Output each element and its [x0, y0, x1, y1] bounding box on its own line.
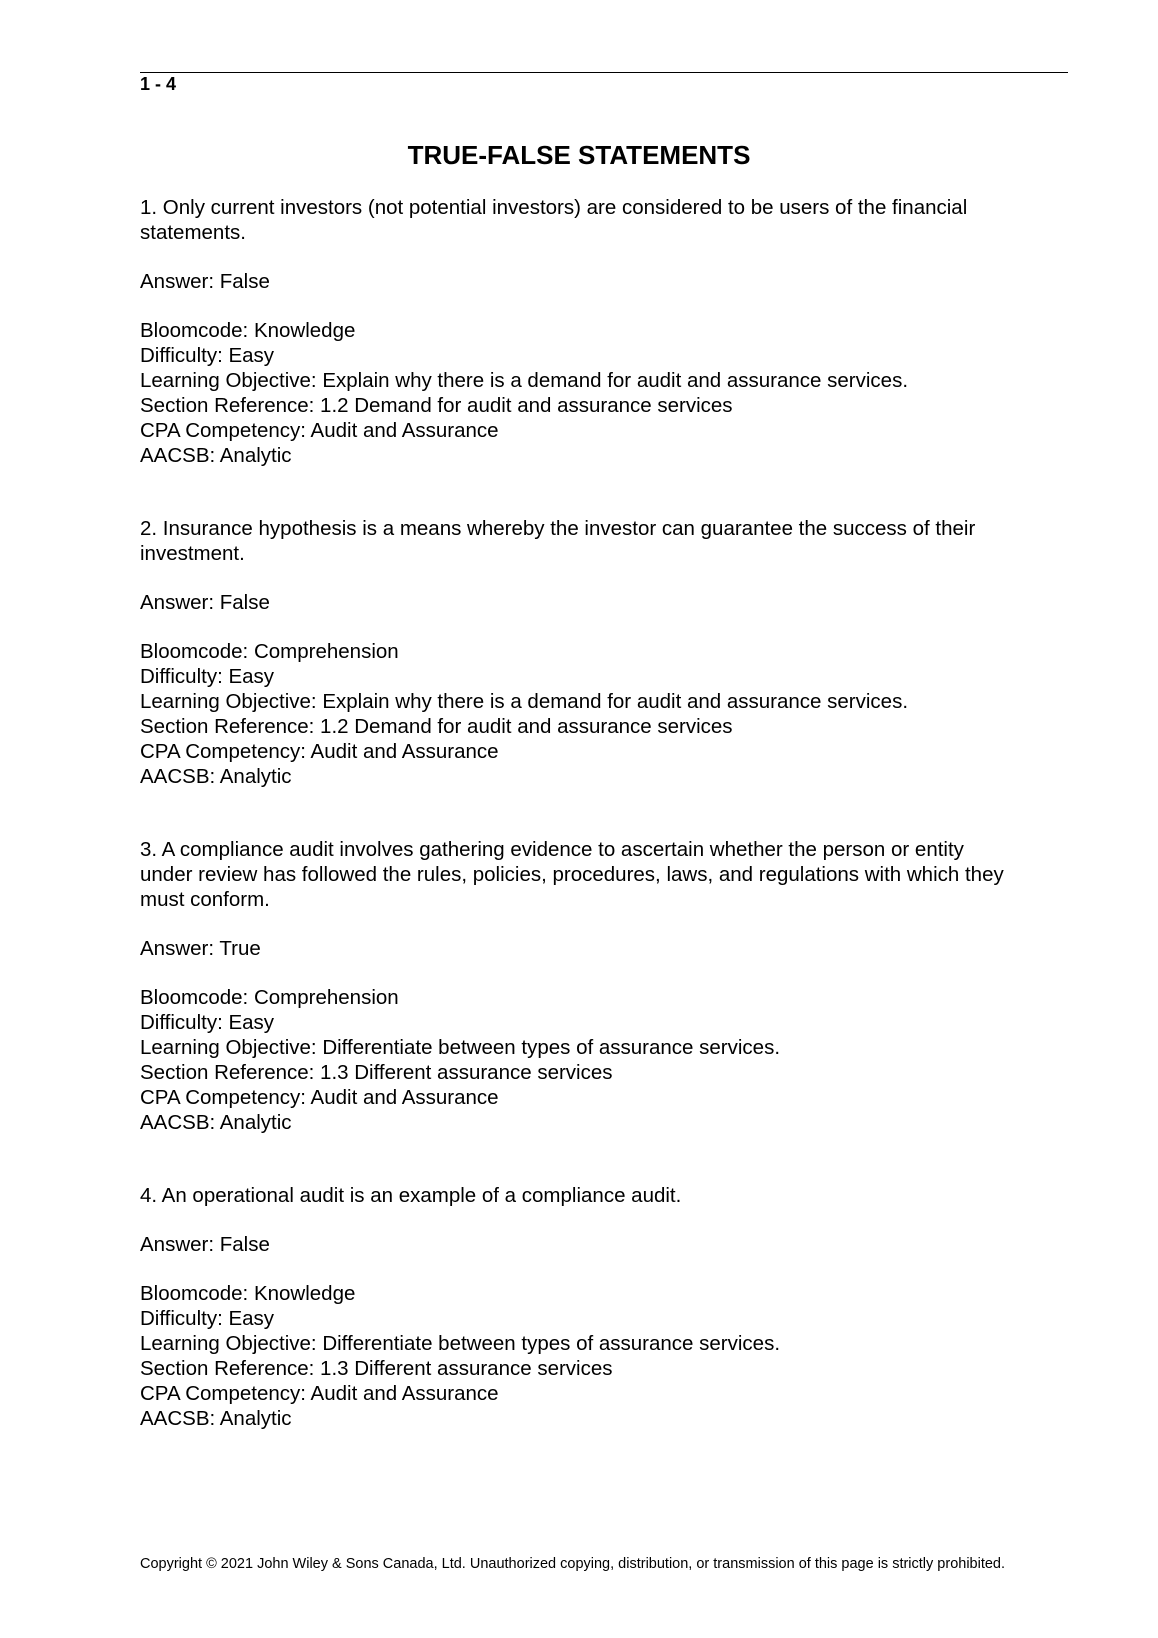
learning-objective: Learning Objective: Explain why there is a demand for audit and assurance services.	[140, 369, 909, 392]
answer: Answer: False	[140, 270, 270, 293]
answer: Answer: True	[140, 937, 261, 960]
aacsb: AACSB: Analytic	[140, 444, 292, 467]
cpa-competency: CPA Competency: Audit and Assurance	[140, 740, 499, 763]
question-2	[140, 516, 1020, 789]
learning-objective: Learning Objective: Differentiate between types of assurance services.	[140, 1332, 781, 1355]
difficulty: Difficulty: Easy	[140, 1011, 275, 1034]
question-metadata	[140, 1281, 1020, 1431]
question-text: 1. Only current investors (not potential investors) are considered to be users of the financial statements.	[140, 196, 968, 244]
question-list	[140, 195, 1020, 1431]
question-text: 2. Insurance hypothesis is a means whereby the investor can guarantee the success of their investment.	[140, 517, 976, 565]
cpa-competency: CPA Competency: Audit and Assurance	[140, 1086, 499, 1109]
question-metadata	[140, 985, 1020, 1135]
cpa-competency: CPA Competency: Audit and Assurance	[140, 1382, 499, 1405]
section-reference: Section Reference: 1.2 Demand for audit and assurance services	[140, 715, 733, 738]
question-1	[140, 195, 1020, 468]
bloomcode: Bloomcode: Knowledge	[140, 319, 356, 342]
bloomcode: Bloomcode: Comprehension	[140, 640, 399, 663]
section-reference: Section Reference: 1.2 Demand for audit and assurance services	[140, 394, 733, 417]
question-text: 4. An operational audit is an example of a compliance audit.	[140, 1184, 682, 1207]
aacsb: AACSB: Analytic	[140, 1111, 292, 1134]
answer: Answer: False	[140, 591, 270, 614]
bloomcode: Bloomcode: Comprehension	[140, 986, 399, 1009]
copyright-footer: Copyright © 2021 John Wiley & Sons Canada, Ltd. Unauthorized copying, distribution, or transmission of this page is strictly prohibited.	[140, 1556, 1006, 1572]
section-reference: Section Reference: 1.3 Different assurance services	[140, 1061, 613, 1084]
difficulty: Difficulty: Easy	[140, 344, 275, 367]
aacsb: AACSB: Analytic	[140, 1407, 292, 1430]
question-metadata	[140, 639, 1020, 789]
answer: Answer: False	[140, 1233, 270, 1256]
bloomcode: Bloomcode: Knowledge	[140, 1282, 356, 1305]
page-number: 1 - 4	[140, 74, 177, 94]
question-text: 3. A compliance audit involves gathering evidence to ascertain whether the person or entity under review has followed the rules, policies, procedures, laws, and regulations with which they must conform.	[140, 838, 1004, 911]
difficulty: Difficulty: Easy	[140, 665, 275, 688]
aacsb: AACSB: Analytic	[140, 765, 292, 788]
question-metadata	[140, 318, 1020, 468]
header-rule	[140, 72, 1068, 73]
question-4	[140, 1183, 1020, 1431]
learning-objective: Learning Objective: Differentiate between types of assurance services.	[140, 1036, 781, 1059]
question-3	[140, 837, 1020, 1135]
section-reference: Section Reference: 1.3 Different assurance services	[140, 1357, 613, 1380]
cpa-competency: CPA Competency: Audit and Assurance	[140, 419, 499, 442]
difficulty: Difficulty: Easy	[140, 1307, 275, 1330]
learning-objective: Learning Objective: Explain why there is a demand for audit and assurance services.	[140, 690, 909, 713]
page-title: TRUE-FALSE STATEMENTS	[407, 140, 751, 170]
